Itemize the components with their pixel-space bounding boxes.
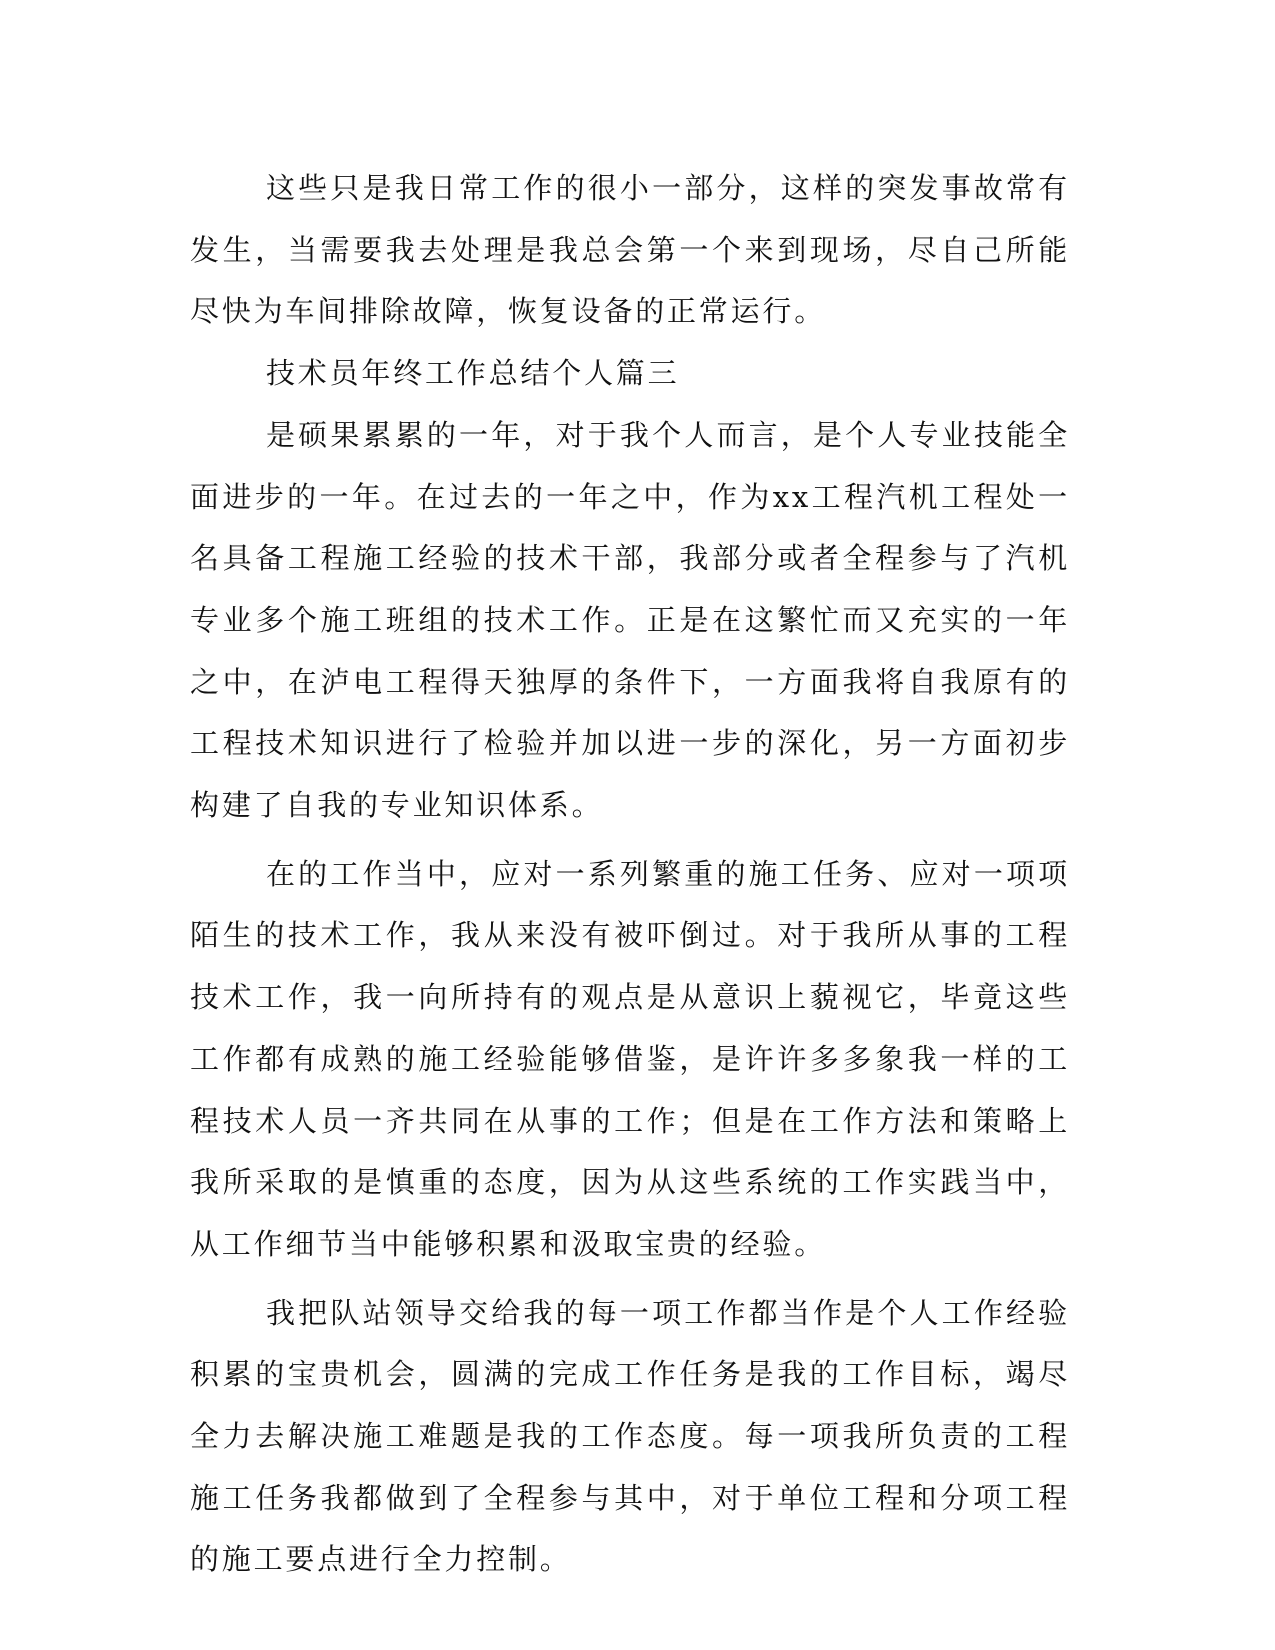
section-heading: 技术员年终工作总结个人篇三 <box>266 356 680 391</box>
paragraph-body: 是硕果累累的一年，对于我个人而言，是个人专业技能全面进步的一年。在过去的一年之中，作为xx工程汽机工程处一名具备工程施工经验的技术干部，我部分或者全程参与了汽机专业多个施工班组的技术工作。正是在这繁忙而又充实的一年之中，在泸电工程得天独厚的条件下，一方面我将自我原有的工程技术知识进行了检验并加以进一步的深化，另一方面初步构建了自我的专业知识体系。 <box>190 417 1070 823</box>
paragraph-body: 我把队站领导交给我的每一项工作都当作是个人工作经验积累的宝贵机会，圆满的完成工作任务是我的工作目标，竭尽全力去解决施工难题是我的工作态度。每一项我所负责的工程施工任务我都做到了全程参与其中，对于单位工程和分项工程的施工要点进行全力控制。 <box>190 1295 1070 1577</box>
document-body <box>190 158 1070 1591</box>
paragraph-body: 在的工作当中，应对一系列繁重的施工任务、应对一项项陌生的技术工作，我从来没有被吓倒过。对于我所从事的工程技术工作，我一向所持有的观点是从意识上藐视它，毕竟这些工作都有成熟的施工经验能够借鉴，是许许多多象我一样的工程技术人员一齐共同在从事的工作；但是在工作方法和策略上我所采取的是慎重的态度，因为从这些系统的工作实践当中，从工作细节当中能够积累和汲取宝贵的经验。 <box>190 856 1070 1261</box>
paragraph-body: 这些只是我日常工作的很小一部分，这样的突发事故常有发生，当需要我去处理是我总会第一个来到现场，尽自己所能尽快为车间排除故障，恢复设备的正常运行。 <box>190 171 1070 329</box>
